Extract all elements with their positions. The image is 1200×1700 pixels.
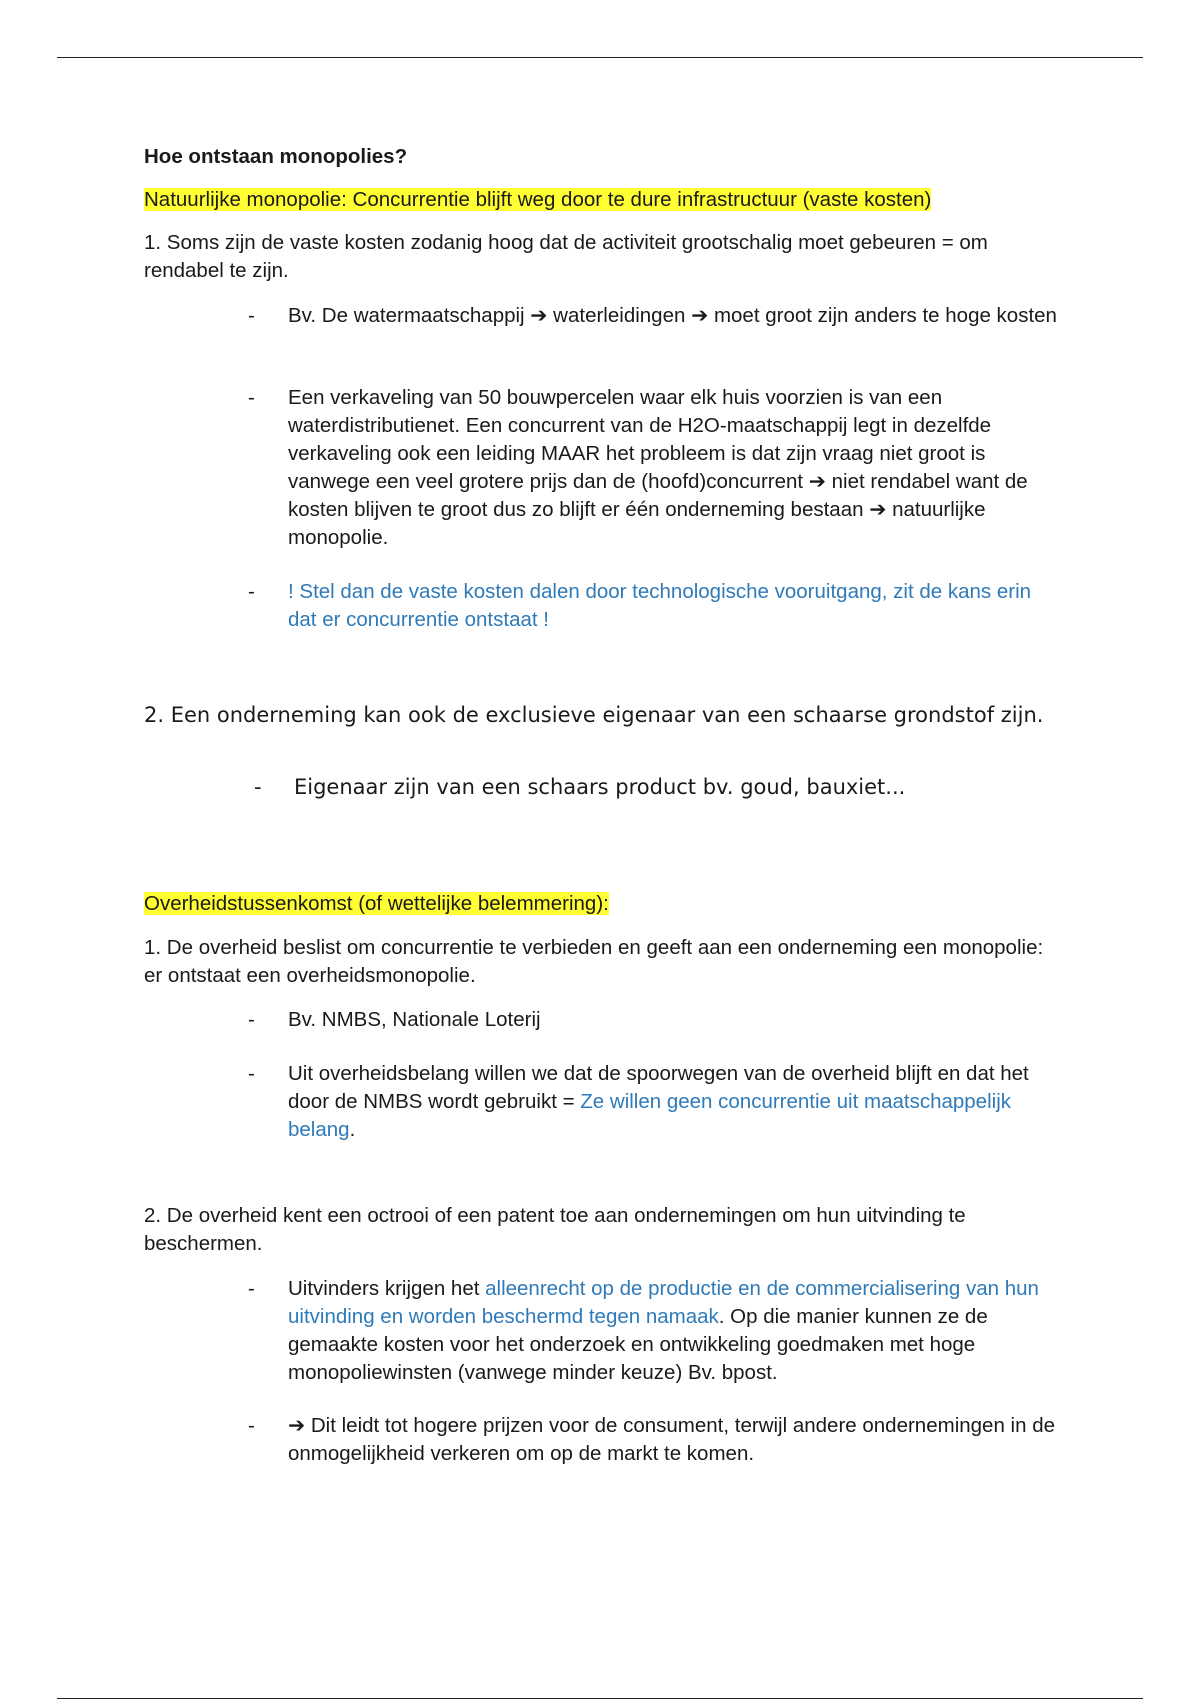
point-scarce-resource: 2. Een onderneming kan ook de exclusieve eigenaar van een schaarse grondstof zijn. [144, 703, 1044, 727]
list-item [248, 1275, 1064, 1387]
list-item [254, 773, 1070, 802]
list-item [248, 384, 1064, 552]
list-item-text: Eigenaar zijn van een schaars product bv. goud, bauxiet... [294, 775, 906, 799]
list-item-text: Een verkaveling van 50 bouwpercelen waar elk huis voorzien is van een waterdistributienet. Een concurrent van de H2O-maatschappij legt in dezelfde verkaveling ook een leiding MAAR het probleem is dat zijn vraag niet groot is vanwege een veel grotere prijs dan de (hoofd)concurrent ➔ niet rendabel want de kosten blijven te groot dus zo blijft er één onderneming bestaan ➔ natuurlijke monopolie. [288, 386, 1028, 549]
list-item [248, 1060, 1064, 1144]
bullet-dash: - [248, 1062, 255, 1085]
top-rule [57, 57, 1143, 58]
section-heading-government [144, 890, 1064, 918]
list-item-text-blue: ! Stel dan de vaste kosten dalen door technologische vooruitgang, zit de kans erin dat er concurrentie ontstaat ! [288, 580, 1032, 631]
list-item [248, 302, 1064, 330]
list-item-text-blue: alleenrecht op de productie en de commercialisering van hun uitvinding en worden beschermd tegen namaak [288, 1277, 1039, 1328]
bullet-dash: - [248, 1277, 255, 1300]
bottom-rule [57, 1698, 1143, 1699]
list-item-text: Uit overheidsbelang willen we dat de spoorwegen van de overheid blijft en dat het door de NMBS wordt gebruikt = [288, 1062, 1029, 1113]
point-patent: 2. De overheid kent een octrooi of een patent toe aan ondernemingen om hun uitvinding te beschermen. [144, 1204, 966, 1255]
list-item [248, 1006, 1064, 1034]
bullet-dash: - [254, 775, 262, 799]
list-item-text-end: . Op die manier kunnen ze de gemaakte kosten voor het onderzoek en ontwikkeling goedmaken met hoge monopoliewinsten (vanwege minder keuze) Bv. bpost. [288, 1305, 988, 1384]
list-item-text: Uitvinders krijgen het [288, 1277, 486, 1300]
bullet-dash: - [248, 1008, 255, 1031]
section-heading-natural-monopoly [144, 186, 1064, 214]
highlighted-heading: Overheidstussenkomst (of wettelijke belemmering): [144, 892, 609, 915]
bullet-dash: - [248, 304, 255, 327]
list-item-text: ➔ Dit leidt tot hogere prijzen voor de consument, terwijl andere ondernemingen in de onmogelijkheid verkeren om op de markt te komen. [288, 1414, 1055, 1465]
list-item [248, 1412, 1064, 1468]
list-item-text-blue: Ze willen geen concurrentie uit maatschappelijk belang [288, 1090, 1011, 1141]
point-government-monopoly: 1. De overheid beslist om concurrentie te verbieden en geeft aan een onderneming een monopolie: er ontstaat een overheidsmonopolie. [144, 936, 1044, 987]
bullet-dash: - [248, 580, 255, 603]
bullet-dash: - [248, 1414, 255, 1437]
highlighted-heading: Natuurlijke monopolie: Concurrentie blijft weg door te dure infrastructuur (vaste kosten) [144, 188, 932, 211]
point-fixed-costs: 1. Soms zijn de vaste kosten zodanig hoog dat de activiteit grootschalig moet gebeuren = om rendabel te zijn. [144, 231, 988, 282]
list-item [248, 578, 1064, 634]
list-item-text-end: . [349, 1118, 356, 1141]
list-item-text: Bv. NMBS, Nationale Loterij [288, 1008, 541, 1031]
page-title: Hoe ontstaan monopolies? [144, 145, 408, 168]
bullet-dash: - [248, 386, 255, 409]
list-item-text: Bv. De watermaatschappij ➔ waterleidingen ➔ moet groot zijn anders te hoge kosten [288, 304, 1057, 327]
